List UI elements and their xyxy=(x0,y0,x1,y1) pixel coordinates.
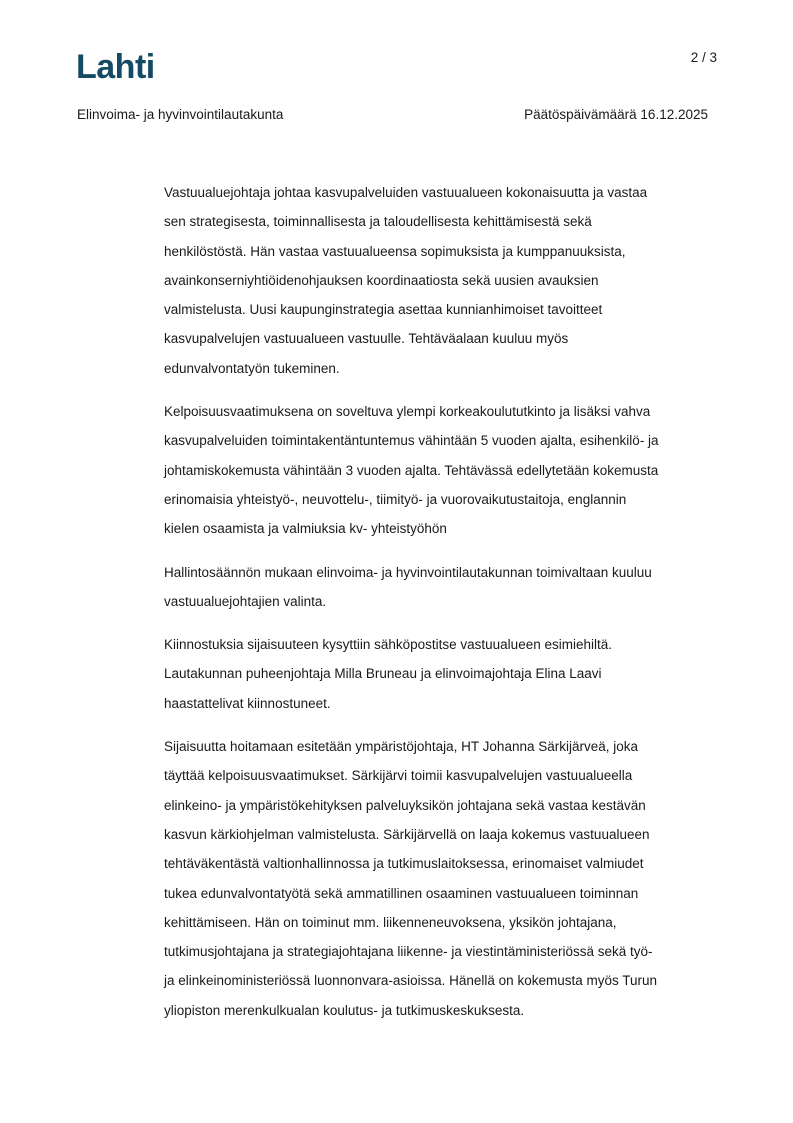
paragraph-line: avainkonserniyhtiöidenohjauksen koordinaatiosta sekä uusien avauksien xyxy=(164,272,599,288)
paragraph-line: kielen osaamista ja valmiuksia kv- yhteistyöhön xyxy=(164,521,447,537)
paragraph-line: kehittämiseen. Hän on toiminut mm. liikenneneuvoksena, yksikön johtajana, xyxy=(164,914,617,930)
paragraph-line: täyttää kelpoisuusvaatimukset. Särkijärvi toimii kasvupalvelujen vastuualueella xyxy=(164,768,633,784)
paragraph-line: kasvupalveluiden toimintakentäntuntemus vähintään 5 vuoden ajalta, esihenkilö- ja xyxy=(164,433,659,449)
paragraph-line: Hallintosäännön mukaan elinvoima- ja hyvinvointilautakunnan toimivaltaan kuuluu xyxy=(164,564,652,580)
paragraph-line: Lautakunnan puheenjohtaja Milla Bruneau ja elinvoimajohtaja Elina Laavi xyxy=(164,666,602,682)
paragraph-line: Kelpoisuusvaatimuksena on soveltuva ylempi korkeakoulututkinto ja lisäksi vahva xyxy=(164,404,651,420)
body-paragraph xyxy=(164,178,724,383)
document-body xyxy=(164,178,724,1039)
paragraph-line: elinkeino- ja ympäristökehityksen palveluyksikön johtajana sekä vastaa kestävän xyxy=(164,797,646,813)
paragraph-line: johtamiskokemusta vähintään 3 vuoden ajalta. Tehtävässä edellytetään kokemusta xyxy=(164,462,659,478)
body-paragraph xyxy=(164,630,724,718)
body-paragraph xyxy=(164,558,724,617)
body-paragraph xyxy=(164,732,724,1025)
paragraph-line: kasvun kärkiohjelman valmistelusta. Särkijärvellä on laaja kokemus vastuualueen xyxy=(164,826,650,842)
paragraph-line: Sijaisuutta hoitamaan esitetään ympäristöjohtaja, HT Johanna Särkijärveä, joka xyxy=(164,739,639,755)
paragraph-line: valmistelusta. Uusi kaupunginstrategia asettaa kunnianhimoiset tavoitteet xyxy=(164,302,603,318)
paragraph-line: edunvalvontatyön tukeminen. xyxy=(164,360,340,376)
paragraph-line: kasvupalvelujen vastuualueen vastuulle. Tehtäväalaan kuuluu myös xyxy=(164,331,569,347)
paragraph-line: sen strategisesta, toiminnallisesta ja taloudellisesta kehittämisestä sekä xyxy=(164,214,592,230)
body-paragraph xyxy=(164,397,724,543)
paragraph-line: ja elinkeinoministeriössä luonnonvara-asioissa. Hänellä on kokemusta myös Turun xyxy=(164,973,658,989)
committee-name: Elinvoima- ja hyvinvointilautakunta xyxy=(77,107,284,122)
paragraph-line: erinomaisia yhteistyö-, neuvottelu-, tiimityö- ja vuorovaikutustaitoja, englannin xyxy=(164,491,627,507)
paragraph-line: yliopiston merenkulkualan koulutus- ja tutkimuskeskuksesta. xyxy=(164,1002,525,1018)
paragraph-line: henkilöstöstä. Hän vastaa vastuualueensa sopimuksista ja kumppanuuksista, xyxy=(164,243,626,259)
paragraph-line: tukea edunvalvontatyötä sekä ammatillinen osaaminen vastuualueen toiminnan xyxy=(164,885,639,901)
logo-wordmark: Lahti xyxy=(76,48,155,82)
paragraph-line: Kiinnostuksia sijaisuuteen kysyttiin sähköpostitse vastuualueen esimiehiltä. xyxy=(164,637,612,653)
paragraph-line: tutkimusjohtajana ja strategiajohtajana liikenne- ja viestintäministeriössä sekä työ- xyxy=(164,944,653,960)
lahti-logo xyxy=(76,48,168,82)
decision-date: Päätöspäivämäärä 16.12.2025 xyxy=(524,107,708,122)
paragraph-line: Vastuualuejohtaja johtaa kasvupalveluiden vastuualueen kokonaisuutta ja vastaa xyxy=(164,185,648,200)
paragraph-line: vastuualuejohtajien valinta. xyxy=(164,593,327,609)
paragraph-line: haastattelivat kiinnostuneet. xyxy=(164,695,331,711)
page-number: 2 / 3 xyxy=(690,50,717,65)
paragraph-line: tehtäväkentästä valtionhallinnossa ja tutkimuslaitoksessa, erinomaiset valmiudet xyxy=(164,856,644,872)
document-header xyxy=(77,107,708,122)
